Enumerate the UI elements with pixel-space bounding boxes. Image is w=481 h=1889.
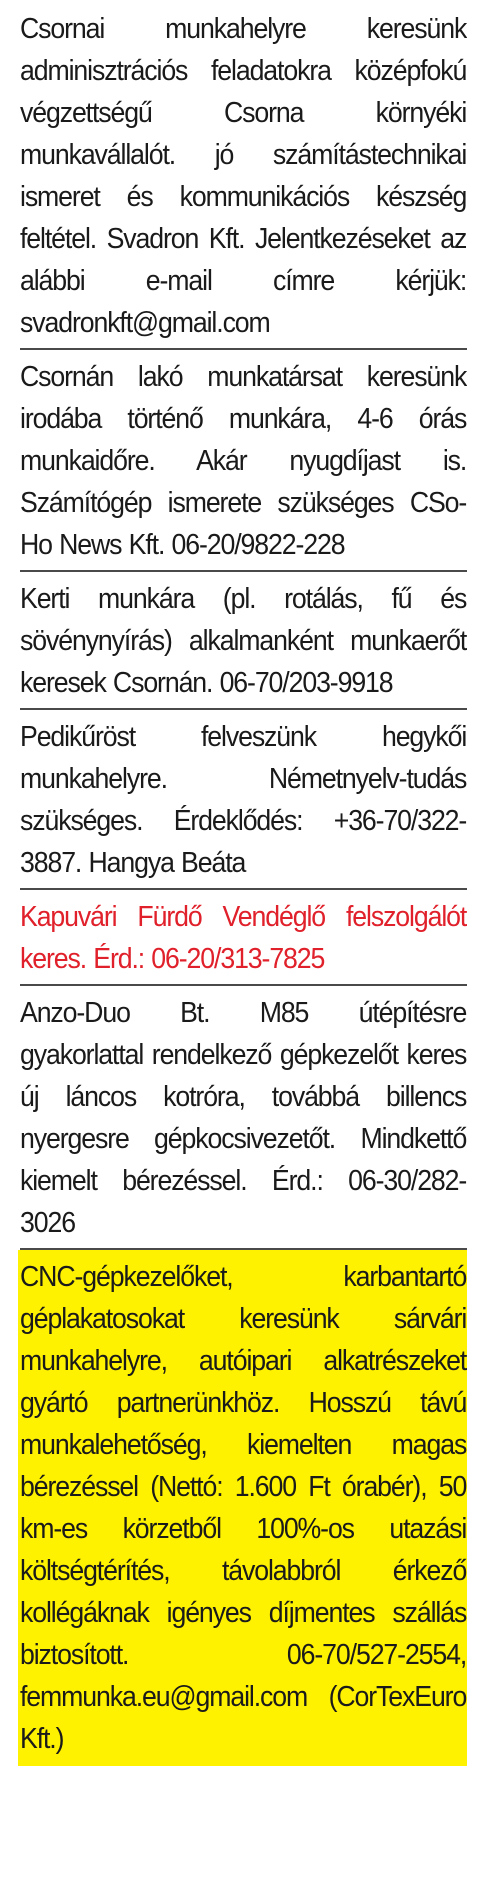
classified-ad-1 xyxy=(20,0,467,350)
classified-ad-7-highlighted xyxy=(18,1250,467,1766)
classified-ad-6 xyxy=(20,986,467,1250)
classified-ad-5 xyxy=(20,890,467,986)
classified-ad-3 xyxy=(20,572,467,710)
ad-text: Anzo-Duo Bt. M85 útépítésre gyakorlattal rendelkező gépkezelőt keres új láncos kotróra, továbbá billencs nyergesre gépkocsivezetőt. Mindkettő kiemelt bérezéssel. Érd.: 06-30/282-3026 xyxy=(20,997,467,1239)
ad-text: Pedikűröst felveszünk hegykői munkahelyre. Németnyelv-tudás szükséges. Érdeklődés: +36-70/322-3887. Hangya Beáta xyxy=(20,721,467,879)
ad-text: Csornán lakó munkatársat keresünk irodába történő munkára, 4-6 órás munkaidőre. Akár nyugdíjast is. Számítógép ismerete szükséges CSo-Ho News Kft. 06-20/9822-228 xyxy=(20,361,467,561)
classified-ad-4 xyxy=(20,710,467,890)
ad-text-red: Kapuvári Fürdő Vendéglő felszolgálót keres. Érd.: 06-20/313-7825 xyxy=(20,901,467,975)
ad-text: Csornai munkahelyre keresünk adminisztrációs feladatokra középfokú végzettségű Csorna környéki munkavállalót. jó számítástechnikai ismeret és kommunikációs készség feltétel. Svadron Kft. Jelentkezéseket az alábbi e-mail címre kérjük: svadronkft@gmail.com xyxy=(20,13,467,339)
classified-ad-2 xyxy=(20,350,467,572)
ad-text: CNC-gépkezelőket, karbantartó géplakatosokat keresünk sárvári munkahelyre, autóipari alkatrészeket gyártó partnerünkhöz. Hosszú távú munkalehetőség, kiemelten magas bérezéssel (Nettó: 1.600 Ft órabér), 50 km-es körzetből 100%-os utazási költségtérítés, távolabbról érkező kollégáknak igényes díjmentes szállás biztosított. 06-70/527-2554, femmunka.eu@gmail.com (CorTexEuro Kft.) xyxy=(20,1261,467,1755)
ad-text: Kerti munkára (pl. rotálás, fű és sövénynyírás) alkalmanként munkaerőt keresek Csornán. 06-70/203-9918 xyxy=(20,583,467,699)
